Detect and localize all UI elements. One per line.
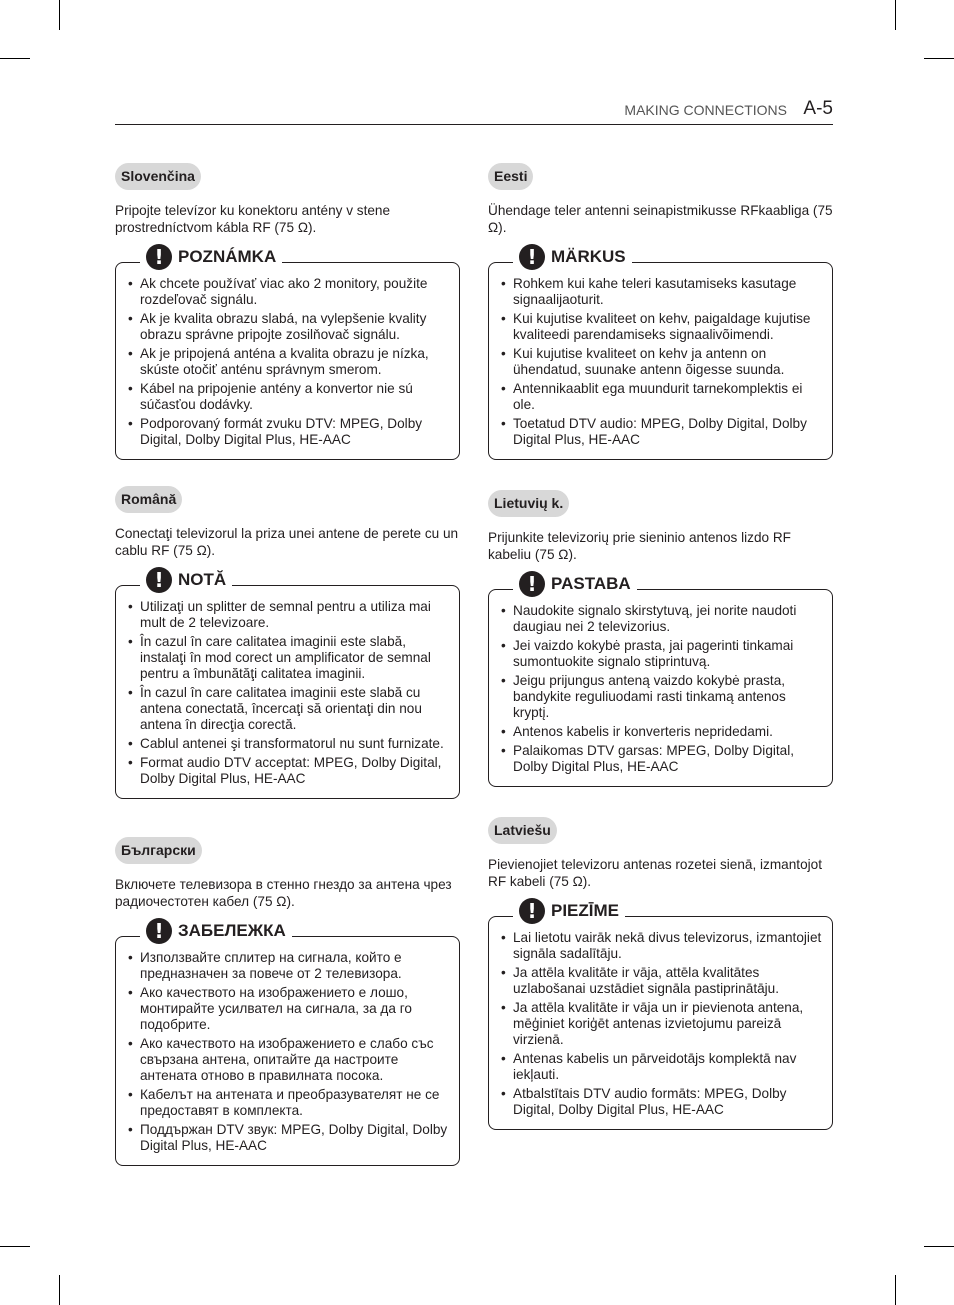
list-item: • Antennikaablit ega muundurit tarnekomplektis ei ole. [501,381,822,413]
note-label: PASTABA [551,574,631,593]
list-item: • Използвайте сплитер на сигнала, който е предназначен за повече от 2 телевизора. [128,950,449,982]
note-list [501,603,822,775]
note-title [513,897,625,925]
list-item: • Toetatud DTV audio: MPEG, Dolby Digital, Dolby Digital Plus, HE-AAC [501,416,822,448]
language-label: Български [115,837,202,864]
list-item: • Format audio DTV acceptat: MPEG, Dolby Digital, Dolby Digital Plus, HE-AAC [128,755,449,787]
note-box [115,245,460,460]
crop-mark [0,58,30,59]
language-label: Română [115,486,182,513]
intro-text: Включете телевизора в стенно гнездо за антена чрез радиочестотен кабел (75 Ω). [115,877,452,909]
note-box [488,245,833,460]
list-item: • Kui kujutise kvaliteet on kehv, paigaldage kujutise kvaliteedi parendamiseks signaalivõimendi. [501,311,822,343]
intro-text: Prijunkite televizorių prie sieninio antenos lizdo RF kabeliu (75 Ω). [488,530,791,562]
list-item: • Ak chcete používať viac ako 2 monitory, použite rozdeľovač signálu. [128,276,449,308]
list-item: • Ако качеството на изображението е слабо със свързана антена, опитайте да настроите антената отново в правилната посока. [128,1036,449,1084]
list-item: • Поддържан DTV звук: MPEG, Dolby Digital, Dolby Digital Plus, HE-AAC [128,1122,449,1154]
list-item: • Ak je kvalita obrazu slabá, na vylepšenie kvality obrazu správne pripojte zosilňovač signálu. [128,311,449,343]
note-title [140,243,282,271]
list-item: • Utilizaţi un splitter de semnal pentru a utiliza mai mult de 2 televizoare. [128,599,449,631]
list-item: • Kábel na pripojenie antény a konvertor nie sú súčasťou dodávky. [128,381,449,413]
exclamation-icon: ! [519,898,545,924]
list-item: • Podporovaný formát zvuku DTV: MPEG, Dolby Digital, Dolby Digital Plus, HE-AAC [128,416,449,448]
language-label: Lietuvių k. [488,490,569,517]
note-label: ЗАБЕЛЕЖКА [178,921,286,940]
note-label: MÄRKUS [551,247,626,266]
list-item: • Rohkem kui kahe teleri kasutamiseks kasutage signaalijaoturit. [501,276,822,308]
exclamation-icon: ! [146,244,172,270]
intro-text: Pripojte televízor ku konektoru antény v stene prostredníctvom kábla RF (75 Ω). [115,203,391,235]
exclamation-icon: ! [519,244,545,270]
note-label: NOTĂ [178,570,227,589]
list-item: • Ja attēla kvalitāte ir vāja, attēla kvalitātes uzlabošanai uzstādiet signāla pastiprinātāju. [501,965,822,997]
list-item: • Ако качеството на изображението е лошо, монтирайте усилвател на сигнала, за да го подобрите. [128,985,449,1033]
intro-text: Ühendage teler antenni seinapistmikusse RFkaabliga (75 Ω). [488,203,833,235]
note-list [501,930,822,1118]
list-item: • Ja attēla kvalitāte ir vāja un ir pievienota antena, mēģiniet koriģēt antenas izvietojumu pareizā virzienā. [501,1000,822,1048]
header-section-title: MAKING CONNECTIONS [624,102,787,118]
note-list [501,276,822,448]
note-label: POZNÁMKA [178,247,277,266]
language-label: Slovenčina [115,163,201,190]
note-title [513,243,632,271]
note-box [488,899,833,1130]
note-title [140,566,232,594]
note-label: PIEZĪME [551,901,620,920]
list-item: • Kui kujutise kvaliteet on kehv ja antenn on ühendatud, suunake antenn õigesse suunda. [501,346,822,378]
crop-mark [0,1246,30,1247]
list-item: • Jeigu prijungus anteną vaizdo kokybė prasta, bandykite reguliuodami rasti tinkamą antenos kryptį. [501,673,822,721]
crop-mark [59,1275,60,1305]
list-item: • Кабелът на антената и преобразувателят не се предоставят в комплекта. [128,1087,449,1119]
section-romana [115,486,460,799]
page-number: A-5 [803,98,833,119]
section-slovencina [115,163,460,460]
note-list [128,950,449,1154]
exclamation-icon: ! [519,571,545,597]
list-item: • În cazul în care calitatea imaginii este slabă cu antena conectată, încercaţi să orientaţi din nou antena în direcţia corectă. [128,685,449,733]
list-item: • Cablul antenei şi transformatorul nu sunt furnizate. [128,736,449,752]
crop-mark [924,1246,954,1247]
section-lietuviu [488,490,833,787]
note-title [140,917,292,945]
note-box [115,568,460,799]
intro-text: Conectaţi televizorul la priza unei antene de perete cu un cablu RF (75 Ω). [115,526,459,558]
page-header [115,96,833,125]
note-title [513,570,637,598]
note-list [128,276,449,448]
crop-mark [895,0,896,30]
section-balgarski [115,837,460,1166]
exclamation-icon: ! [146,918,172,944]
note-box [488,572,833,787]
exclamation-icon: ! [146,567,172,593]
list-item: • Naudokite signalo skirstytuvą, jei norite naudoti daugiau nei 2 televizorius. [501,603,822,635]
language-label: Latviešu [488,817,557,844]
crop-mark [924,58,954,59]
section-latviesu [488,817,833,1130]
crop-mark [895,1275,896,1305]
list-item: • Ak je pripojená anténa a kvalita obrazu je nízka, skúste otočiť anténu správnym smerom. [128,346,449,378]
crop-mark [59,0,60,30]
note-list [128,599,449,787]
list-item: • În cazul în care calitatea imaginii este slabă, instalaţi în mod corect un amplificator de semnal pentru a îmbunătăţi calitatea imaginii. [128,634,449,682]
section-eesti [488,163,833,460]
note-box [115,919,460,1166]
list-item: • Antenos kabelis ir konverteris nepridedami. [501,724,822,740]
list-item: • Jei vaizdo kokybė prasta, jai pagerinti tinkamai sumontuokite signalo stiprintuvą. [501,638,822,670]
list-item: • Antenas kabelis un pārveidotājs komplektā nav iekļauti. [501,1051,822,1083]
language-label: Eesti [488,163,533,190]
list-item: • Lai lietotu vairāk nekā divus televizorus, izmantojiet signāla sadalītāju. [501,930,822,962]
list-item: • Atbalstītais DTV audio formāts: MPEG, Dolby Digital, Dolby Digital Plus, HE-AAC [501,1086,822,1118]
list-item: • Palaikomas DTV garsas: MPEG, Dolby Digital, Dolby Digital Plus, HE-AAC [501,743,822,775]
intro-text: Pievienojiet televizoru antenas rozetei sienā, izmantojot RF kabeli (75 Ω). [488,857,822,889]
